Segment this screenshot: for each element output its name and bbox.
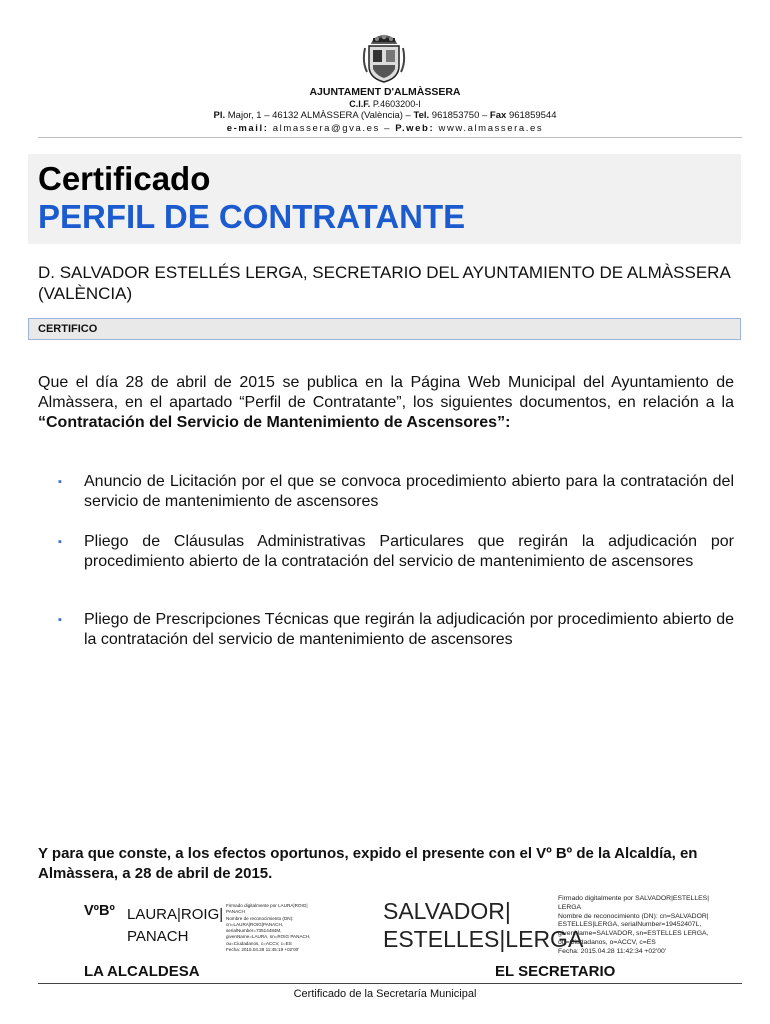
mayor-signature-name: LAURA|ROIG| [127,906,224,923]
para-bold-text: “Contratación del Servicio de Mantenimiento de Ascensores” [38,414,506,431]
org-name: AJUNTAMENT D'ALMÀSSERA [309,86,461,98]
bullet-icon: ▪ [58,536,62,548]
mayor-signature-details: Firmado digitalmente por LAURA|ROIG| PANACH Nombre de reconocimiento (DN): cn=LAURA|ROIG|PANACH, serialNumber=73514484M, givenName=LAURA, sn=ROIG PANACH, ou=Ciudadanos, c=ACCV, c=ES Fecha: 2015.04.28 11:45:19 +02'00' [226,903,311,953]
web-label: P.web: [395,123,435,134]
header-divider [38,137,742,138]
bullet-icon: ▪ [58,614,62,626]
secretary-signature-details: Firmado digitalmente por SALVADOR|ESTELLES| LERGA Nombre de reconocimiento (DN): cn=SALVADOR| ESTELLES|LERGA, serialNumber=19452407L, givenName=SALVADOR, sn=ESTELLES LERGA, ou=Ciudadanos, o=ACCV, c=ES Fecha: 2015.04.28 11:42:34 +02'00' [558,895,709,955]
secretary-signature-name: SALVADOR| [383,898,511,924]
tel-label: Tel. [413,110,430,121]
fax-label: Fax [489,110,507,121]
cif-line [0,98,770,110]
web-link[interactable]: www.almassera.es [438,123,544,134]
document-subtitle: PERFIL DE CONTRATANTE [38,198,466,235]
document-title: Certificado [38,160,211,197]
email-label: e-mail: [226,123,269,134]
bullet-icon: ▪ [58,476,62,488]
tel-value: 961853750 – [431,110,488,121]
list-item: Anuncio de Licitación por el que se convoca procedimiento abierto para la contratación del servicio de mantenimiento de ascensores [84,473,734,510]
address-label: Pl. [213,110,226,121]
para-colon: : [505,414,511,431]
address-line [0,110,770,122]
email-link[interactable]: almassera@gva.es – [272,123,391,134]
mayor-role: LA ALCALDESA [84,963,200,980]
cif-label: C.I.F. [349,99,371,109]
address-value: Major, 1 – 46132 ALMÀSSERA (València) – [227,110,411,121]
contact-line [0,123,770,135]
list-item: Pliego de Prescripciones Técnicas que regirán la adjudicación por procedimiento abierto de la contratación del servicio de mantenimiento de ascensores [84,611,734,648]
secretary-role: EL SECRETARIO [495,963,616,980]
secretary-signature-name-2: ESTELLES|LERGA [383,926,584,952]
para-text: Que el día 28 de abril de 2015 se publica en la Página Web Municipal del Ayuntamiento de Almàssera, en el apartado “Perfil de Contratante”, los siguientes documentos, en relación a la [38,374,734,411]
closing-statement: Y para que conste, a los efectos oportunos, expido el presente con el Vº Bº de la Alcaldía, en Almàssera, a 28 de abril de 2015. [38,845,698,882]
footer-text: Certificado de la Secretaría Municipal [293,988,477,1000]
body-paragraph [38,373,734,433]
fax-value: 961859544 [508,110,557,121]
cif-value: P.4603200-I [372,99,421,109]
mayor-signature-name-2: PANACH [127,928,189,945]
municipal-crest-icon [361,32,407,84]
certifico-box [28,318,741,340]
list-item: Pliego de Cláusulas Administrativas Particulares que regirán la adjudicación por procedimiento abierto de la contratación del servicio de mantenimiento de ascensores [84,533,734,570]
vobo-label: VºBº [84,903,115,919]
footer-divider [38,983,742,984]
certifico-label: CERTIFICO [38,323,98,335]
secretary-statement: D. SALVADOR ESTELLÉS LERGA, SECRETARIO DEL AYUNTAMIENTO DE ALMÀSSERA (VALÈNCIA) [38,263,730,303]
